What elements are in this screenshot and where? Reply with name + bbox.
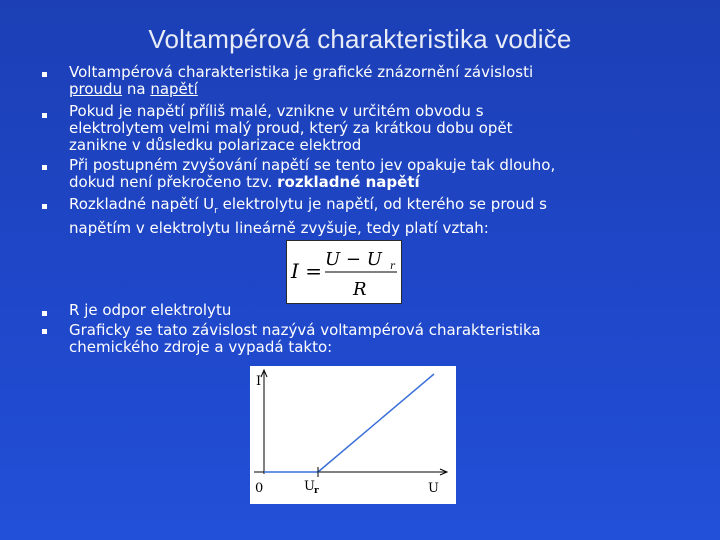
characteristic-linear-segment [318,374,434,472]
bullet-fragment: elektrolytu je napětí, od kterého se proud s [217,195,547,213]
ur-label: U [304,479,315,494]
link-proudu[interactable]: proudu [69,80,123,98]
bullet-marker [42,311,47,316]
bullet-marker [42,329,47,334]
bullet-marker [42,113,47,118]
bullet-line [69,81,679,98]
bullet-text-decomposition-voltage [69,196,679,237]
bullet-text-graph-intro [69,322,679,356]
bullet-line: Pokud je napětí příliš malé, vznikne v určitém obvodu s [69,102,484,120]
subscript-r: r [214,206,218,216]
bullet-fragment: dokud není překročeno tzv. [69,173,278,191]
bullet-line: chemického zdroje a vypadá takto: [69,338,333,356]
bullet-line: napětím v elektrolytu lineárně zvyšuje, tedy platí vztah: [69,219,489,237]
bullet-marker [42,165,47,170]
bullet-marker [42,72,47,77]
y-axis-label: I [256,374,262,389]
bullet-marker [42,204,47,209]
term-rozkladne-napeti: rozkladné napětí [277,173,420,191]
bullet-line: zanikne v důsledku polarizace elektrod [69,136,362,154]
formula-denominator: R [353,279,367,300]
formula-numerator: U − U [325,249,382,270]
formula-box [286,240,402,304]
link-napeti[interactable]: napětí [150,80,198,98]
formula-svg [287,241,401,303]
slide-title: Voltampérová charakteristika vodiče [148,24,572,54]
bullet-line [69,196,679,220]
bullet-line [69,174,679,191]
bullet-line: Voltampérová charakteristika je grafické znázornění závislosti [69,63,534,81]
graph-svg [250,366,456,504]
va-characteristic-graph [250,366,456,504]
ur-label-sub: r [314,486,319,496]
bullet-line: Při postupném zvyšování napětí se tento jev opakuje tak dlouho, [69,156,556,174]
bullet-text-low-voltage [69,103,679,154]
formula-numerator-sub: r [390,261,395,272]
bullet-line: elektrolytem velmi malý proud, který za krátkou dobu opět [69,119,513,137]
bullet-fragment: na [122,80,151,98]
origin-label: 0 [255,481,264,496]
x-axis-label: U [428,481,439,496]
bullet-fragment: Rozkladné napětí U [69,195,215,213]
bullet-text-definition [69,64,679,98]
bullet-line: R je odpor elektrolytu [69,301,232,319]
formula-lhs: I = [291,259,323,283]
bullet-text-increasing-voltage [69,157,679,191]
bullet-line: Graficky se tato závislost nazývá voltampérová charakteristika [69,321,541,339]
